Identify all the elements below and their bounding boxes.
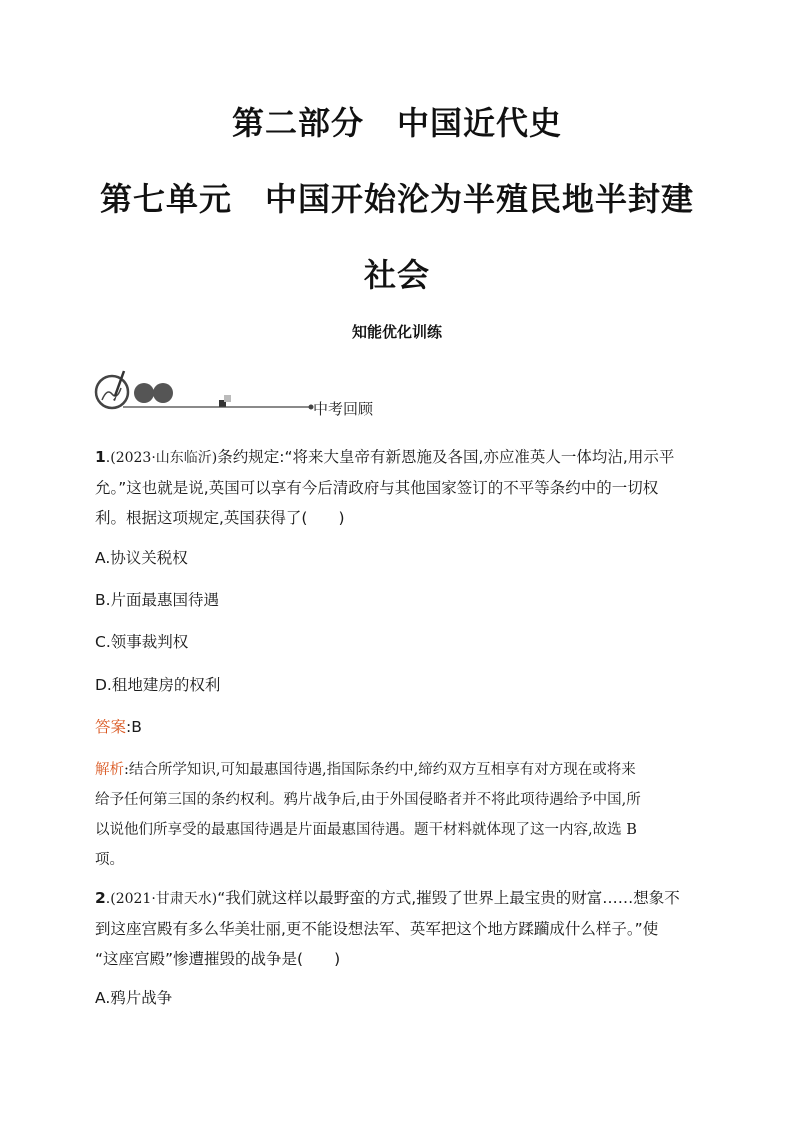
option-b[interactable]: B.片面最惠国待遇 <box>95 591 220 609</box>
section-label: 中考回顾 <box>313 400 374 418</box>
stem-line: “这座宫殿”惨遭摧毁的战争是( ) <box>95 950 341 968</box>
stem-line: 到这座宫殿有多么华美壮丽,更不能设想法军、英军把这个地方蹂躏成什么样子。”使 <box>95 920 659 938</box>
part-title: 第二部分 中国近代史 <box>231 104 562 142</box>
option-a[interactable]: A.鸦片战争 <box>95 989 173 1007</box>
banner-dot-1 <box>134 383 154 403</box>
banner-square-2 <box>224 395 231 402</box>
analysis-block <box>95 755 705 875</box>
analysis-line: 给予任何第三国的条约权利。鸦片战争后,由于外国侵略者并不将此项待遇给予中国,所 <box>95 792 641 808</box>
subtitle: 知能优化训练 <box>351 323 442 341</box>
question-source: .(2021·甘肃天水) <box>105 891 218 907</box>
question-2-stem <box>95 883 705 974</box>
question-number: 1 <box>95 448 106 466</box>
answer-label: 答案 <box>95 718 127 736</box>
stem-line: 条约规定:“将来大皇帝有新恩施及各国,亦应准英人一体均沾,用示平 <box>217 448 675 466</box>
section-banner <box>93 368 493 418</box>
brush-palette-icon <box>96 371 128 408</box>
analysis-line: :结合所学知识,可知最惠国待遇,指国际条约中,缔约双方互相享有对方现在或将来 <box>124 762 636 778</box>
question-source: .(2023·山东临沂) <box>105 450 218 466</box>
option-c[interactable]: C.领事裁判权 <box>95 633 189 651</box>
analysis-label: 解析 <box>95 762 124 778</box>
question-1-stem <box>95 442 705 533</box>
stem-line: 允。”这也就是说,英国可以享有今后清政府与其他国家签订的不平等条约中的一切权 <box>95 479 659 497</box>
option-d[interactable]: D.租地建房的权利 <box>95 676 221 694</box>
answer-value: :B <box>126 718 142 736</box>
option-a[interactable]: A.协议关税权 <box>95 549 188 567</box>
unit-title-line1: 第七单元 中国开始沦为半殖民地半封建 <box>99 180 694 218</box>
banner-dot-2 <box>153 383 173 403</box>
unit-title-line2: 社会 <box>363 256 430 294</box>
answer-line <box>95 715 142 737</box>
analysis-line: 项。 <box>95 852 124 868</box>
stem-line: 利。根据这项规定,英国获得了( ) <box>95 509 345 527</box>
question-number: 2 <box>95 889 106 907</box>
stem-line: “我们就这样以最野蛮的方式,摧毁了世界上最宝贵的财富……想象不 <box>217 889 680 907</box>
analysis-line: 以说他们所享受的最惠国待遇是片面最惠国待遇。题干材料就体现了这一内容,故选 B <box>95 822 637 838</box>
